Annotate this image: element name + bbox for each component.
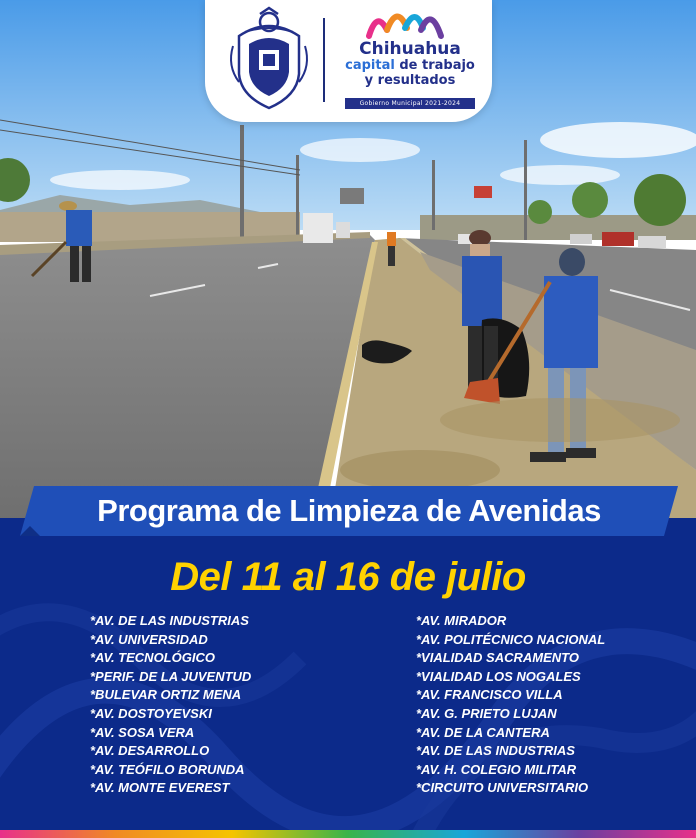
list-item: *AV. UNIVERSIDAD [90, 631, 208, 647]
mountains-logo-icon [365, 6, 445, 42]
list-item: *AV. MIRADOR [416, 613, 507, 628]
list-item: *CIRCUITO UNIVERSITARIO [416, 780, 589, 796]
list-item: *AV. DESARROLLO [90, 743, 210, 759]
list-item: *BULEVAR ORTIZ MENA [90, 687, 242, 703]
list-item: *AV. DE LAS INDUSTRIAS [416, 743, 575, 759]
list-item: *AV. TEÓFILO BORUNDA [90, 761, 245, 777]
list-item: *AV. DE LAS INDUSTRIAS [90, 613, 249, 628]
list-item: *AV. TECNOLÓGICO [90, 650, 215, 666]
list-item: *PERIF. DE LA JUVENTUD [90, 668, 252, 684]
logo-divider [323, 18, 325, 102]
brand-tagline [335, 58, 485, 88]
government-ribbon: Gobierno Municipal 2021-2024 [345, 98, 475, 109]
list-item: *AV. FRANCISCO VILLA [416, 687, 563, 703]
brand-name: Chihuahua [359, 39, 461, 59]
list-item: *AV. SOSA VERA [90, 724, 195, 740]
brand-tagline-rest: de trabajo [394, 58, 475, 73]
municipal-coat-of-arms-icon [225, 6, 313, 114]
list-item: *AV. H. COLEGIO MILITAR [416, 761, 577, 777]
list-item: *AV. G. PRIETO LUJAN [416, 705, 557, 721]
date-range: Del 11 al 16 de julio [170, 555, 526, 599]
list-item: *AV. MONTE EVEREST [90, 780, 230, 796]
rainbow-footer-stripe [0, 830, 696, 838]
list-item: *AV. DE LA CANTERA [416, 724, 550, 740]
list-item: *AV. DOSTOYEVSKI [90, 705, 212, 721]
brand-tagline-accent: capital [345, 58, 395, 73]
title-banner [20, 486, 678, 536]
list-item: *AV. POLITÉCNICO NACIONAL [416, 631, 606, 647]
list-item: *VIALIDAD SACRAMENTO [416, 650, 579, 666]
program-title: Programa de Limpieza de Avenidas [97, 493, 601, 528]
avenues-list-right [416, 612, 605, 798]
logo-header-card [205, 0, 492, 122]
list-item: *VIALIDAD LOS NOGALES [416, 668, 581, 684]
avenues-list-left [90, 612, 251, 798]
brand-tagline-line2: y resultados [364, 73, 456, 88]
